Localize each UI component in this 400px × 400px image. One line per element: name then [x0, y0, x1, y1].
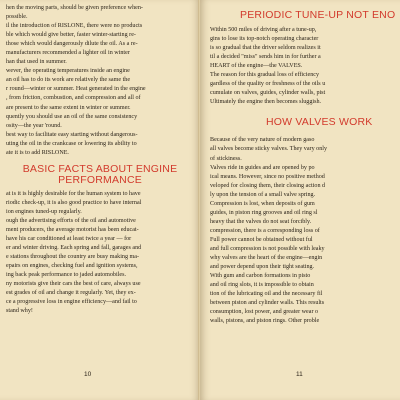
text-line: uting the oil in the crankcase or lowering its ability to [6, 140, 137, 147]
text-line: consumption, lost power, and greater wear o [210, 309, 319, 316]
left-page-text [6, 4, 194, 316]
text-line: il the introduction of RISLONE, there were no products [6, 23, 143, 30]
section-heading: PERIODIC TUNE-UP NOT ENO [240, 9, 396, 21]
paragraph [210, 136, 400, 163]
section-heading [6, 164, 194, 186]
paragraph [210, 71, 400, 107]
paragraph [210, 272, 400, 326]
text-line: is so gradual that the driver seldom realizes it [210, 45, 321, 52]
paragraph [6, 22, 194, 67]
text-line: why valves are the heart of the engine—engin [210, 255, 323, 262]
text-line: gins to lose its top-notch operating character [210, 36, 319, 43]
text-line: ical means. However, since no positive method [210, 173, 325, 180]
text-line: hen the moving parts, should be given preference when- [6, 5, 143, 11]
text-line: til a decided "miss" sends him in for further a [210, 54, 321, 61]
text-line: Because of the very nature of modern gaso [210, 137, 315, 144]
text-line: r round—winter or summer. Heat generated in the engine [6, 86, 146, 93]
heading-line: BASIC FACTS ABOUT ENGINE [22, 162, 178, 175]
text-line: compression, there is a corresponding loss of [210, 227, 320, 234]
text-line: The reason for this gradual loss of efficiency [210, 72, 320, 79]
text-line: quently you should use an oil of the same consistency [6, 113, 138, 120]
text-line: manufacturers recommended a lighter oil in winter [6, 50, 130, 57]
text-line: tion of the lubricating oil and the necessary fil [210, 291, 323, 298]
text-line: ment producers, the average motorist has been educat- [6, 226, 139, 233]
page-number: 11 [296, 371, 303, 378]
text-line: those which would dangerously dilute the oil. As a re- [6, 41, 138, 48]
text-line: HEART of the engine—the VALVES. [210, 63, 303, 70]
text-line: Full power cannot be obtained without ful [210, 236, 313, 243]
text-line: and power depend upon their tight seating. [210, 264, 315, 271]
text-line: walls, pistons, and piston rings. Other proble [210, 318, 320, 325]
text-line: ble which would give better, faster winter-starting re- [6, 32, 136, 39]
text-line: est grades of oil and change it regularly. Yet, they ex- [6, 290, 136, 297]
text-line: have his car conditioned at least twice a year — for [6, 236, 132, 243]
paragraph [6, 190, 194, 217]
right-page [200, 0, 400, 400]
text-line: ly upon the tension of a small valve spring. [210, 191, 316, 198]
text-line: wever, the operating temperatures inside an engine [6, 68, 130, 75]
text-line: With gum and carbon formations in pisto [210, 273, 311, 280]
text-line: an oil has to do its work are relatively the same the [6, 77, 131, 84]
text-line: Within 500 miles of driving after a tune-up, [210, 27, 317, 33]
text-line: e stations throughout the country are busy making ma- [6, 254, 140, 261]
text-line: stand why! [6, 308, 33, 315]
section-heading: HOW VALVES WORK [266, 116, 373, 129]
text-line: ough the advertising efforts of the oil and automotive [6, 217, 136, 224]
text-line: ate it is to add RISLONE. [6, 149, 69, 156]
paragraph [6, 131, 194, 158]
text-line: Ultimately the engine then becomes sluggish. [210, 99, 322, 106]
text-line: ing back peak performance to jaded automobiles. [6, 272, 126, 279]
page-number: 10 [84, 371, 92, 378]
text-line: best way to facilitate easy starting without dangerous- [6, 131, 138, 138]
paragraph [210, 200, 400, 236]
paragraph [6, 4, 194, 22]
text-line: heavy that the valves do not seat forcibly. [210, 218, 312, 225]
text-line: riodic check-up, it is also good practice to have internal [6, 199, 142, 206]
text-line: of stickiness. [210, 155, 242, 162]
text-line: possible. [6, 14, 28, 21]
text-line: cumulate on valves, guides, cylinder walls, pist [210, 90, 326, 97]
right-page-text [210, 4, 400, 326]
text-line: ny motorists give their cars the best of care, always use [6, 281, 141, 288]
text-line: all valves become sticky valves. They vary only [210, 146, 327, 153]
text-line: er and winter driving. Each spring and fall, garages and [6, 245, 142, 252]
text-line: ion engines tuned-up regularly. [6, 208, 82, 215]
text-line: between piston and cylinder walls. This results [210, 300, 325, 307]
paragraph [210, 236, 400, 272]
text-line: han that used in summer. [6, 59, 67, 66]
text-line: osity—the year 'round. [6, 122, 62, 129]
paragraph [210, 164, 400, 200]
text-line: guides, in piston ring grooves and oil ring sl [210, 209, 318, 216]
heading-line: PERFORMANCE [58, 173, 142, 186]
text-line: and full compression is not possible with leaky [210, 245, 325, 252]
text-line: Valves ride in guides and are opened by po [210, 164, 315, 171]
text-line: gardless of the quality or freshness of the oils u [210, 81, 326, 88]
text-line: , from friction, combustion, and compression and all of [6, 95, 141, 102]
text-line: veloped for closing them, their closing action d [210, 182, 326, 189]
text-line: and oil ring slots, it is impossible to obtain [210, 282, 314, 289]
paragraph [6, 67, 194, 130]
paragraph [6, 280, 194, 316]
text-line: epairs on engines, checking fuel and ignition systems, [6, 263, 138, 270]
text-line: are present to the same extent in winter or summer. [6, 104, 131, 111]
text-line: Compression is lost, when deposits of gum [210, 200, 315, 207]
paragraph [6, 217, 194, 280]
paragraph [210, 26, 400, 71]
text-line: at is it is highly desirable for the human system to have [6, 190, 141, 197]
text-line: ce a progressive loss in engine efficiency—and fail to [6, 299, 137, 306]
